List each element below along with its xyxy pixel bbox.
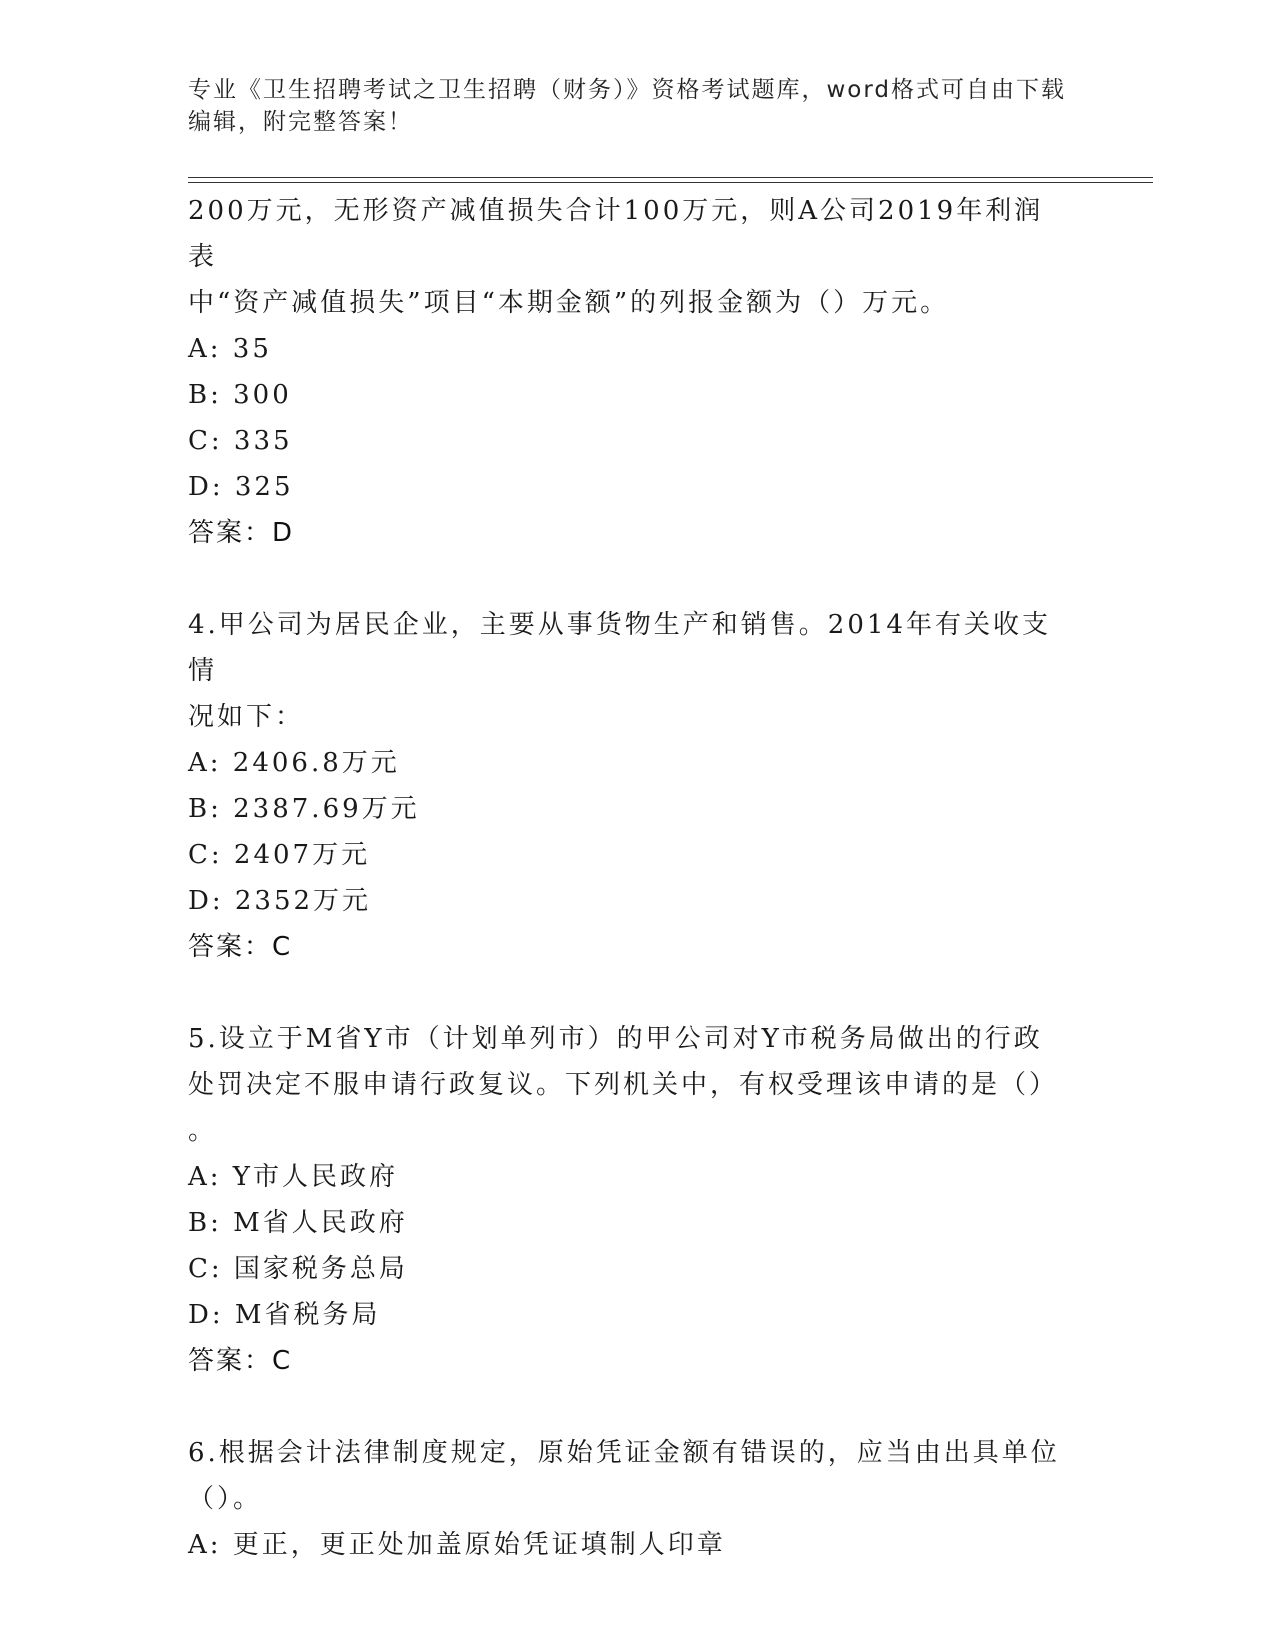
option-d: D: M省税务局 (188, 1300, 381, 1330)
stem-line: 。 (188, 1116, 218, 1146)
option-d: D: 325 (188, 472, 294, 502)
stem-line: 处罚决定不服申请行政复议。下列机关中，有权受理该申请的是（） (188, 1070, 1059, 1100)
question-5 (188, 1016, 1068, 1384)
question-6 (188, 1430, 1068, 1568)
question-stem (188, 1430, 1068, 1522)
option-a: A: Y市人民政府 (188, 1162, 398, 1192)
stem-line: 况如下： (188, 702, 305, 732)
answer-label: 答案：C (188, 932, 293, 962)
stem-line: 5.设立于M省Y市（计划单列市）的甲公司对Y市税务局做出的行政 (188, 1024, 1043, 1054)
spacer (188, 556, 1068, 602)
answer-label: 答案：D (188, 518, 295, 548)
option-c: C: 国家税务总局 (188, 1254, 408, 1284)
question-4 (188, 602, 1068, 970)
option-c: C: 335 (188, 426, 293, 456)
answer-label: 答案：C (188, 1346, 293, 1376)
spacer (188, 1384, 1068, 1430)
header-line-1: 专业《卫生招聘考试之卫生招聘（财务）》资格考试题库，word格式可自由下载 (188, 77, 1067, 103)
header-rule-bottom (188, 182, 1153, 183)
option-a: A: 更正，更正处加盖原始凭证填制人印章 (188, 1530, 726, 1560)
spacer (188, 970, 1068, 1016)
option-b: B: M省人民政府 (188, 1208, 408, 1238)
stem-line: 200万元，无形资产减值损失合计100万元，则A公司2019年利润表 (188, 196, 1044, 272)
stem-line: 6.根据会计法律制度规定，原始凭证金额有错误的，应当由出具单位 (188, 1438, 1060, 1468)
option-c: C: 2407万元 (188, 840, 371, 870)
option-b: B: 300 (188, 380, 292, 410)
option-d: D: 2352万元 (188, 886, 372, 916)
option-a: A: 35 (188, 334, 272, 364)
option-b: B: 2387.69万元 (188, 794, 420, 824)
stem-line: 4.甲公司为居民企业，主要从事货物生产和销售。2014年有关收支情 (188, 610, 1051, 686)
option-a: A: 2406.8万元 (188, 748, 400, 778)
header-rule-top (188, 177, 1153, 178)
question-stem (188, 1016, 1068, 1154)
document-header (188, 74, 1088, 138)
stem-line: （）。 (188, 1484, 263, 1514)
stem-line: 中“资产减值损失”项目“本期金额”的列报金额为（）万元。 (188, 288, 950, 318)
question-stem (188, 188, 1068, 326)
question-stem (188, 602, 1068, 740)
header-line-2: 编辑，附完整答案！ (188, 109, 413, 135)
question-list (188, 188, 1068, 1568)
question-3 (188, 188, 1068, 556)
